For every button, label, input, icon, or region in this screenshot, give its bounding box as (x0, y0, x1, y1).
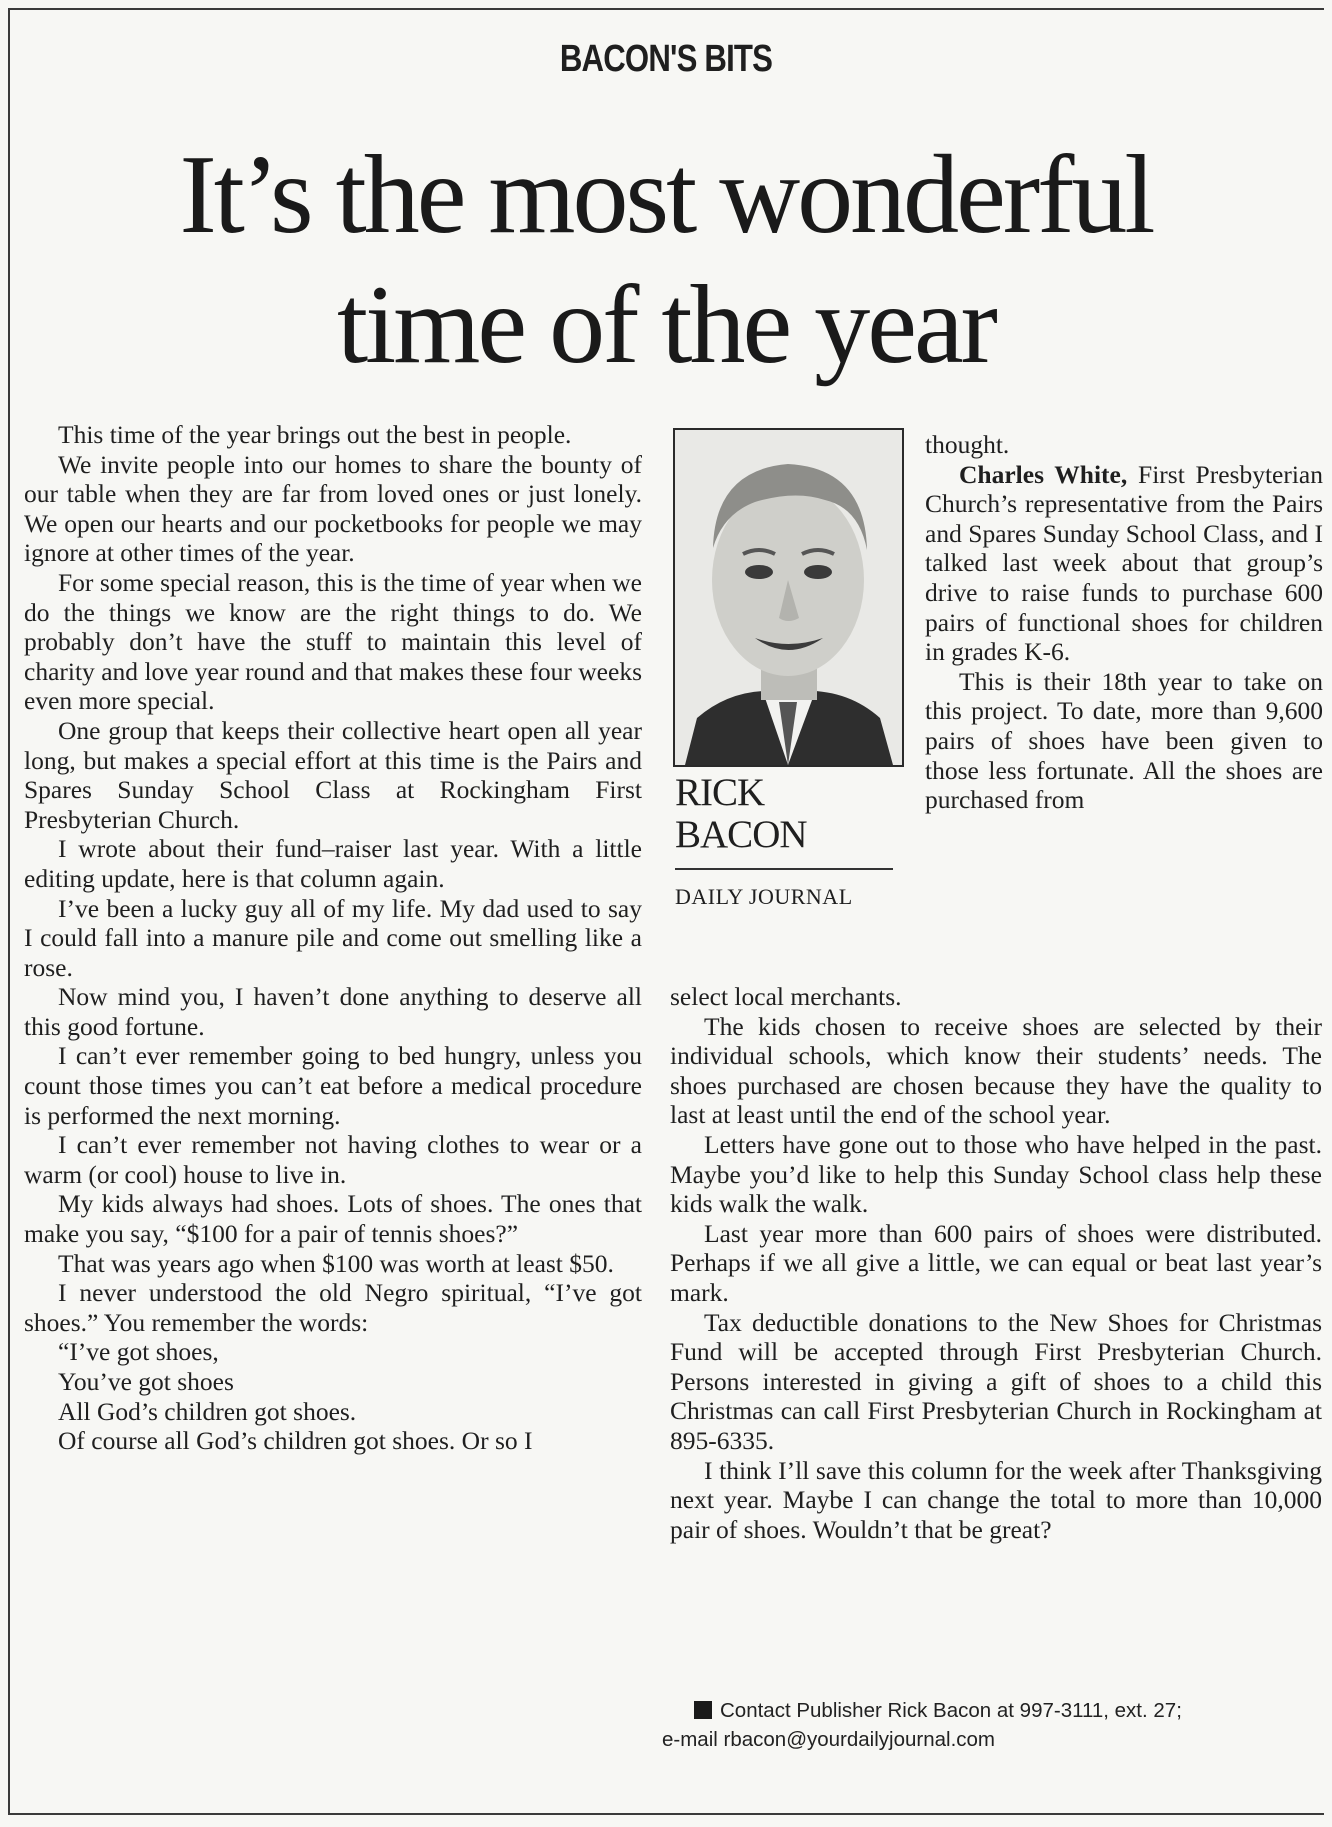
paragraph: The kids chosen to receive shoes are selected by their individual schools, which know their students’ needs. The shoes purchased are chosen because they have the quality to last at least until the end of the school year. (670, 1011, 1322, 1130)
paragraph: This time of the year brings out the best in people. (58, 420, 572, 449)
paragraph: For some special reason, this is the time of year when we do the things we know are the right things to do. We probably don’t have the stuff to maintain this level of charity and love year round and that makes these four weeks even more special. (24, 567, 642, 716)
article-column-2-top (925, 430, 1323, 815)
paragraph: I never understood the old Negro spiritual, “I’ve got shoes.” You remember the words: (24, 1278, 642, 1337)
paragraph: I can’t ever remember not having clothes to wear or a warm (or cool) house to live in. (24, 1130, 642, 1189)
byline-rule (675, 868, 893, 870)
headline-line-1: It’s the most wonderful (179, 133, 1153, 257)
author-photo (673, 428, 904, 767)
paragraph: select local merchants. (670, 982, 902, 1011)
paragraph: Now mind you, I haven’t done anything to deserve all this good fortune. (24, 982, 642, 1041)
paragraph: My kids always had shoes. Lots of shoes. The ones that make you say, “$100 for a pair of tennis shoes?” (24, 1189, 642, 1249)
paragraph: This is their 18th year to take on this project. To date, more than 9,600 pairs of shoes have been given to those less fortunate. All the shoes are purchased from (925, 666, 1323, 815)
article-column-2-bottom (670, 982, 1322, 1544)
paragraph (925, 460, 1323, 667)
byline-first-name: RICK (675, 771, 765, 814)
paragraph-text: First Presbyterian Church’s representative from the Pairs and Spares Sunday School Class, and I talked last week about that group’s drive to raise funds to purchase 600 pairs of functional shoes for children in grades K-6. (925, 459, 1324, 667)
paragraph: I can’t ever remember going to bed hungry, unless you count those times you can’t eat before a medical procedure is performed the next morning. (24, 1041, 642, 1130)
contact-text: Contact Publisher Rick Bacon at 997-3111, ext. 27; (720, 1699, 1182, 1722)
article-column-1 (24, 420, 642, 1456)
paragraph: Letters have gone out to those who have helped in the past. Maybe you’d like to help this Sunday School class help these kids walk the walk. (670, 1129, 1322, 1219)
bottom-border-rule (8, 1813, 1324, 1815)
paragraph: One group that keeps their collective heart open all year long, but makes a special effort at this time is the Pairs and Spares Sunday School Class at Rockingham First Presbyterian Church. (24, 715, 642, 834)
paragraph: Last year more than 600 pairs of shoes were distributed. Perhaps if we all give a little, we can equal or beat last year’s mark. (670, 1218, 1322, 1307)
lyric-line: “I’ve got shoes, (58, 1337, 219, 1367)
contact-line-2: e-mail rbacon@yourdailyjournal.com (662, 1728, 996, 1751)
paragraph: I think I’ll save this column for the week after Thanksgiving next year. Maybe I can change the total to more than 10,000 pair of shoes. Wouldn’t that be great? (670, 1455, 1322, 1544)
paragraph: I’ve been a lucky guy all of my life. My dad used to say I could fall into a manure pile and come out smelling like a rose. (24, 893, 642, 982)
lyric-line: All God’s children got shoes. (58, 1396, 357, 1426)
column-kicker: BACON'S BITS (559, 38, 773, 80)
paragraph: Tax deductible donations to the New Shoes for Christmas Fund will be accepted through First Presbyterian Church. Persons interested in giving a gift of shoes to a child this Christmas can call First Presbyterian Church in Rockingham at 895-6335. (670, 1307, 1322, 1455)
byline-last-name: BACON (675, 813, 807, 856)
portrait-illustration (675, 430, 902, 765)
paragraph: That was years ago when $100 was worth at least $50. (58, 1248, 614, 1278)
contact-info (662, 1696, 1327, 1754)
paragraph: Of course all God’s children got shoes. Or so I (58, 1426, 533, 1456)
paragraph: I wrote about their fund–raiser last year. With a little editing update, here is that column again. (24, 834, 642, 893)
paragraph: We invite people into our homes to share the bounty of our table when they are far from loved ones or just lonely. We open our hearts and our pocketbooks for people we may ignore at other times of the year. (24, 449, 642, 568)
lead-name: Charles White, (959, 459, 1128, 489)
bullet-square-icon (694, 1701, 712, 1719)
headline (0, 130, 1332, 390)
headline-line-2: time of the year (337, 263, 995, 387)
byline-publication: DAILY JOURNAL (675, 884, 853, 909)
lyric-line: You’ve got shoes (58, 1367, 234, 1396)
byline-name (675, 772, 905, 856)
top-border-rule (8, 8, 1324, 10)
contact-line-1 (662, 1696, 1327, 1725)
paragraph: thought. (925, 430, 1010, 459)
